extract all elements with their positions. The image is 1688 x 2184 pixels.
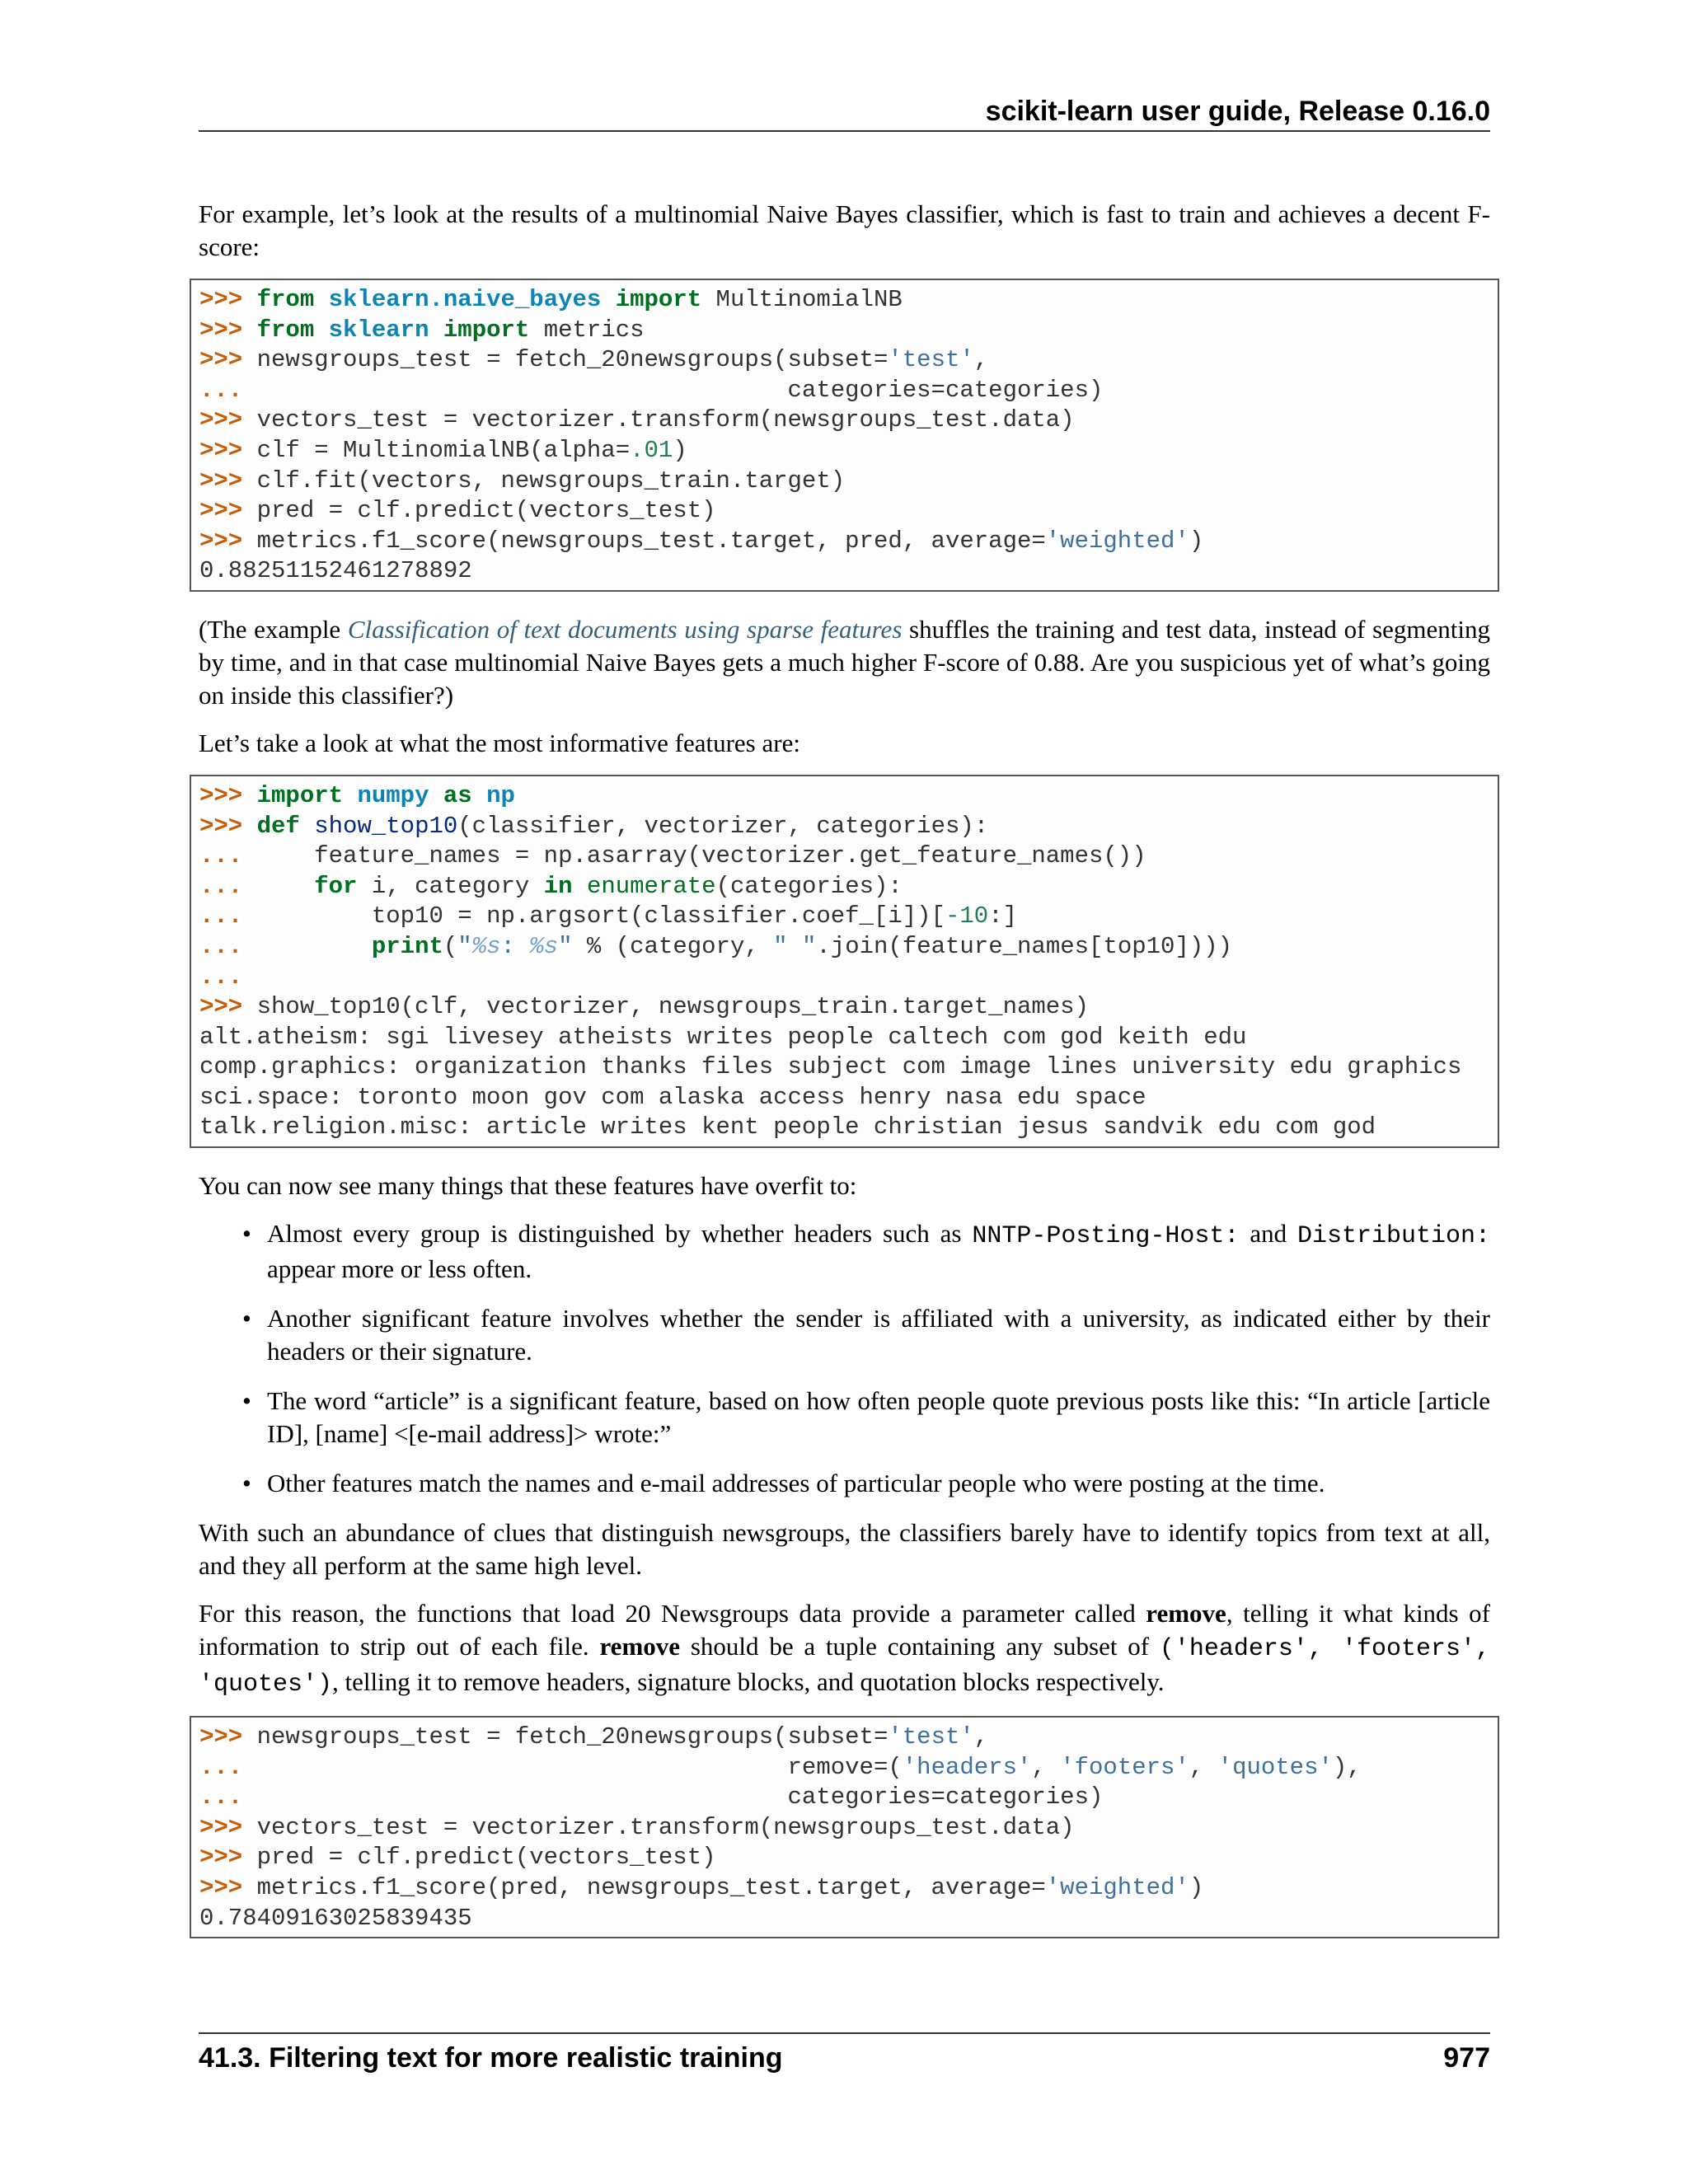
code-token: numpy — [357, 781, 429, 809]
code-token: categories=categories) — [256, 376, 1104, 404]
code-line — [199, 1843, 1489, 1873]
code-line — [199, 1023, 1489, 1053]
param-name: remove — [599, 1632, 681, 1661]
header-rule — [199, 130, 1490, 132]
code-token: 'footers' — [1060, 1753, 1189, 1781]
code-token: vectors_test = vectorizer.transform(newsgroups_test.data) — [256, 406, 1075, 434]
code-line — [199, 405, 1489, 436]
code-token: , — [973, 1723, 989, 1751]
code-line — [199, 812, 1489, 842]
code-token: , — [1189, 1753, 1218, 1781]
list-item-text: Another significant feature involves whether the sender is affiliated with a university, as indicated either by their headers or their signature. — [267, 1304, 1490, 1366]
code-line — [199, 496, 1489, 527]
code-token — [314, 316, 328, 344]
code-token: -10 — [945, 902, 989, 930]
code-token: ( — [443, 932, 458, 960]
list-item — [242, 1467, 1490, 1500]
code-token: i, category — [357, 872, 544, 900]
code-token: , — [973, 346, 989, 374]
code-line — [199, 1052, 1489, 1083]
code-token: clf.fit(vectors, newsgroups_train.target) — [256, 466, 846, 494]
code-token: %s — [529, 932, 559, 960]
code-token: ... — [199, 902, 257, 930]
code-token: import — [615, 286, 702, 313]
list-item-text: Other features match the names and e-mail addresses of particular people who were posting at the time. — [267, 1469, 1325, 1498]
code-token: as — [443, 781, 472, 809]
code-token: from — [256, 316, 315, 344]
code-token: 0.88251152461278892 — [199, 557, 472, 585]
code-token: metrics.f1_score(pred, newsgroups_test.target, average= — [256, 1874, 1046, 1902]
paragraph-text: , telling it what kinds of information to strip out of each file. — [199, 1599, 1490, 1661]
list-item — [242, 1385, 1490, 1451]
code-line — [199, 902, 1489, 932]
code-token: ... — [199, 963, 243, 991]
code-token: %s — [471, 932, 501, 960]
code-token: enumerate — [586, 872, 716, 900]
code-token: print — [371, 932, 443, 960]
code-token: sklearn — [328, 316, 429, 344]
list-item-text: Almost every group is distinguished by whether headers such as — [267, 1219, 973, 1249]
code-token: 'weighted' — [1045, 527, 1189, 555]
code-block — [190, 775, 1499, 1148]
code-token: import — [443, 316, 530, 344]
code-line — [199, 1813, 1489, 1844]
code-token: , — [1031, 1753, 1061, 1781]
footer-section-title: 41.3. Filtering text for more realistic training — [199, 2042, 783, 2074]
code-token: import — [256, 781, 344, 809]
intro-paragraph: For example, let’s look at the results of a multinomial Naive Bayes classifier, which is fast to train and achieves a decent F-score: — [199, 199, 1490, 261]
bullet-icon: • — [242, 1304, 251, 1333]
code-token — [257, 933, 372, 960]
code-token: .join(feature_names[top10]))) — [816, 932, 1233, 960]
code-token: (classifier, vectorizer, categories): — [457, 812, 989, 840]
code-token: >>> — [199, 1813, 257, 1841]
code-token: .01 — [630, 436, 673, 464]
code-block — [190, 279, 1499, 592]
list-item — [242, 1302, 1490, 1368]
code-token: >>> — [199, 1844, 257, 1872]
code-line — [199, 376, 1489, 406]
code-token: " — [457, 932, 472, 960]
code-line — [199, 872, 1489, 902]
code-token: MultinomialNB — [701, 286, 903, 313]
code-token: ... — [199, 872, 257, 900]
code-token — [343, 782, 357, 809]
code-line — [199, 1873, 1489, 1904]
code-token: (categories): — [715, 872, 903, 900]
list-item — [242, 1217, 1490, 1286]
code-line — [199, 345, 1489, 376]
code-token: metrics.f1_score(newsgroups_test.target, pred, average= — [256, 527, 1046, 555]
page-number: 977 — [1443, 2042, 1490, 2074]
footer-rule — [199, 2032, 1490, 2034]
code-token: newsgroups_test = fetch_20newsgroups(subset= — [256, 346, 889, 374]
page-content — [199, 198, 1490, 1960]
code-token: def — [256, 812, 300, 840]
overfit-paragraph: You can now see many things that these features have overfit to: — [199, 1171, 857, 1201]
code-token: top10 = np.argsort(classifier.coef_[i])[ — [256, 902, 945, 930]
code-token: show_top10 — [314, 812, 458, 840]
code-line — [199, 527, 1489, 557]
abundance-paragraph: With such an abundance of clues that distinguish newsgroups, the classifiers barely have to identify topics from text at all, and they all perform at the same high level. — [199, 1518, 1490, 1581]
code-token: from — [256, 286, 315, 313]
example-suffix: shuffles the training and test data, instead of segmenting by time, and in that case multinomial Naive Bayes gets a much higher F-score of 0.88. Are you suspicious yet of what’s going on inside this classifier?) — [199, 614, 1491, 710]
code-token — [257, 873, 315, 900]
code-line — [199, 932, 1489, 963]
code-line — [199, 285, 1489, 316]
code-token: np — [486, 781, 515, 809]
example-paragraph — [199, 613, 1490, 712]
code-token: >>> — [199, 1874, 257, 1902]
code-token: >>> — [199, 993, 257, 1021]
code-token — [429, 316, 443, 344]
running-header: scikit-learn user guide, Release 0.16.0 — [985, 96, 1490, 127]
code-token: ... — [199, 1753, 257, 1781]
bullet-icon: • — [242, 1469, 251, 1498]
code-token: alt.atheism: sgi livesey atheists writes people caltech com god keith edu — [199, 1023, 1247, 1051]
code-block — [190, 1716, 1499, 1938]
code-token: 'quotes' — [1217, 1753, 1333, 1781]
overfit-list — [199, 1217, 1490, 1500]
list-item-text: The word “article” is a significant feature, based on how often people quote previous posts like this: “In article [article ID], [name] <[e-mail address]> wrote:” — [267, 1386, 1490, 1449]
code-token — [472, 782, 486, 809]
code-token: " — [558, 932, 573, 960]
code-token: >>> — [199, 466, 257, 494]
example-prefix: (The example — [199, 614, 348, 644]
code-token — [429, 782, 443, 809]
code-token — [573, 873, 587, 900]
code-token: % (category, — [572, 932, 774, 960]
code-line — [199, 963, 1489, 993]
code-token: sci.space: toronto moon gov com alaska access henry nasa edu space — [199, 1083, 1146, 1111]
inline-code: NNTP-Posting-Host: — [972, 1222, 1240, 1251]
code-token: ) — [673, 436, 687, 464]
code-token: for — [314, 872, 358, 900]
inline-code: ('headers', 'footers', 'quotes') — [199, 1635, 1490, 1699]
paragraph-text: , telling it to remove headers, signature blocks, and quotation blocks respectively. — [332, 1667, 1165, 1697]
bullet-icon: • — [242, 1386, 251, 1416]
code-token: metrics — [529, 316, 645, 344]
code-token: ... — [199, 1783, 257, 1811]
code-token: >>> — [199, 781, 257, 809]
code-line — [199, 1783, 1489, 1813]
code-token: >>> — [199, 286, 257, 313]
code-token: >>> — [199, 1723, 257, 1751]
bullet-icon: • — [242, 1219, 251, 1249]
code-line — [199, 556, 1489, 587]
code-token: >>> — [199, 527, 257, 555]
code-token: " " — [773, 932, 817, 960]
code-line — [199, 436, 1489, 466]
code-token: vectors_test = vectorizer.transform(newsgroups_test.data) — [256, 1813, 1075, 1841]
code-line — [199, 466, 1489, 497]
code-line — [199, 1904, 1489, 1934]
paragraph-text: For this reason, the functions that load 20 Newsgroups data provide a parameter called — [199, 1599, 1146, 1629]
code-line — [199, 1722, 1489, 1753]
code-token: remove=( — [256, 1753, 903, 1781]
paragraph-text: should be a tuple containing any subset of — [680, 1632, 1160, 1661]
code-line — [199, 1753, 1489, 1783]
code-token: >>> — [199, 436, 257, 464]
code-token: pred = clf.predict(vectors_test) — [256, 1844, 716, 1872]
code-line — [199, 992, 1489, 1023]
code-token: talk.religion.misc: article writes kent people christian jesus sandvik edu com god — [199, 1113, 1376, 1141]
code-token: categories=categories) — [256, 1783, 1104, 1811]
code-line — [199, 1083, 1489, 1113]
code-token: >>> — [199, 812, 257, 840]
code-token: 'weighted' — [1045, 1874, 1189, 1902]
code-token: comp.graphics: organization thanks files subject com image lines university edu graphics — [199, 1053, 1462, 1081]
code-token: >>> — [199, 346, 257, 374]
code-token: 0.78409163025839435 — [199, 1904, 472, 1932]
code-token: clf = MultinomialNB(alpha= — [256, 436, 631, 464]
code-token: ) — [1189, 527, 1204, 555]
code-token: :] — [988, 902, 1017, 930]
code-token — [300, 813, 314, 840]
code-token: newsgroups_test = fetch_20newsgroups(subset= — [256, 1723, 889, 1751]
inline-code: Distribution: — [1296, 1222, 1490, 1251]
code-token: pred = clf.predict(vectors_test) — [256, 497, 716, 525]
code-token: : — [500, 932, 530, 960]
list-item-text: and — [1239, 1219, 1297, 1249]
code-token: show_top10(clf, vectorizer, newsgroups_train.target_names) — [256, 993, 1089, 1021]
param-name: remove — [1146, 1599, 1226, 1629]
code-token: ... — [199, 932, 257, 960]
code-token: 'headers' — [902, 1753, 1032, 1781]
code-line — [199, 1113, 1489, 1143]
list-item-text: appear more or less often. — [267, 1254, 532, 1284]
code-token: 'test' — [888, 1723, 974, 1751]
code-token — [601, 286, 615, 313]
code-line — [199, 781, 1489, 812]
code-token: ... — [199, 376, 257, 404]
code-line — [199, 841, 1489, 872]
code-token: sklearn.naive_bayes — [328, 286, 602, 313]
lookat-paragraph: Let’s take a look at what the most informative features are: — [199, 728, 800, 757]
code-token: in — [543, 872, 573, 900]
code-token: feature_names = np.asarray(vectorizer.get_feature_names()) — [256, 842, 1146, 870]
code-token: ) — [1189, 1874, 1204, 1902]
code-token: ), — [1332, 1753, 1362, 1781]
code-token: 'test' — [888, 346, 974, 374]
example-link[interactable]: Classification of text documents using sparse features — [347, 614, 903, 644]
code-token: >>> — [199, 316, 257, 344]
code-token: >>> — [199, 497, 257, 525]
remove-paragraph — [199, 1597, 1490, 1701]
code-token — [314, 286, 328, 313]
code-token: >>> — [199, 406, 257, 434]
code-token: ... — [199, 842, 257, 870]
code-line — [199, 316, 1489, 346]
